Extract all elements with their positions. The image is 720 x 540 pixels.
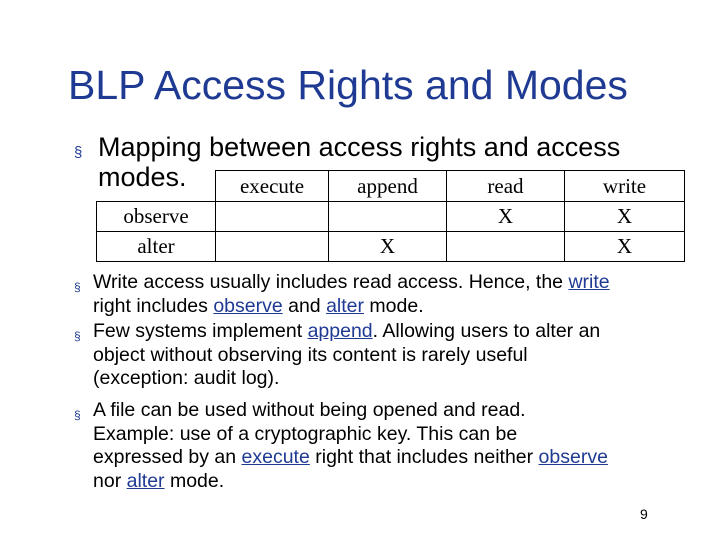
link-execute: execute — [241, 446, 310, 468]
link-append: append — [307, 320, 373, 342]
text-run: expressed by an — [93, 446, 242, 468]
table-header-row — [97, 171, 685, 202]
text-run: right that includes neither — [309, 446, 539, 468]
bullet-text-line2: modes. — [98, 162, 187, 192]
row-label: observe — [97, 202, 216, 232]
text-run: . Allowing users to alter an — [372, 320, 601, 342]
text-line: (exception: audit log). — [93, 367, 280, 389]
link-observe: observe — [213, 294, 283, 317]
table-cell: X — [565, 202, 685, 232]
text-run: nor — [93, 469, 127, 492]
link-alter: alter — [126, 469, 165, 492]
header-append: append — [329, 171, 447, 202]
text-line: A file can be used without being opened and read. — [93, 399, 526, 421]
row-label: alter — [97, 232, 216, 262]
header-execute: execute — [216, 171, 329, 202]
table-row-observe — [97, 202, 685, 232]
text-run: mode. — [364, 294, 424, 317]
header-read: read — [447, 171, 565, 202]
link-write: write — [568, 271, 610, 293]
text-run: mode. — [164, 469, 225, 492]
table-row-alter — [97, 232, 685, 262]
table-cell — [216, 232, 329, 262]
text-line: object without observing its content is rarely useful — [93, 343, 528, 366]
link-observe: observe — [538, 446, 608, 468]
table-corner — [97, 171, 216, 202]
table-cell — [329, 202, 447, 232]
text-run: Few systems implement — [93, 320, 308, 342]
bullet-text: Mapping between access rights and access — [98, 132, 621, 162]
link-alter: alter — [326, 294, 365, 317]
header-write: write — [565, 171, 685, 202]
table-cell — [447, 232, 565, 262]
text-line: Example: use of a cryptographic key. This can be — [93, 422, 518, 445]
access-mode-table — [96, 170, 685, 262]
text-run: Write access usually includes read access. Hence, the — [93, 271, 569, 293]
bullet-marker: § — [74, 408, 81, 422]
table-cell — [216, 202, 329, 232]
bullet-marker: § — [74, 329, 81, 343]
text-run: right includes — [93, 294, 214, 317]
slide-title: BLP Access Rights and Modes — [68, 62, 628, 108]
text-run: and — [282, 294, 327, 317]
bullet-marker: § — [74, 280, 81, 294]
page-number: 9 — [640, 506, 648, 522]
table-cell: X — [447, 202, 565, 232]
table-cell: X — [565, 232, 685, 262]
bullet-marker: § — [74, 144, 83, 161]
table-cell: X — [329, 232, 447, 262]
